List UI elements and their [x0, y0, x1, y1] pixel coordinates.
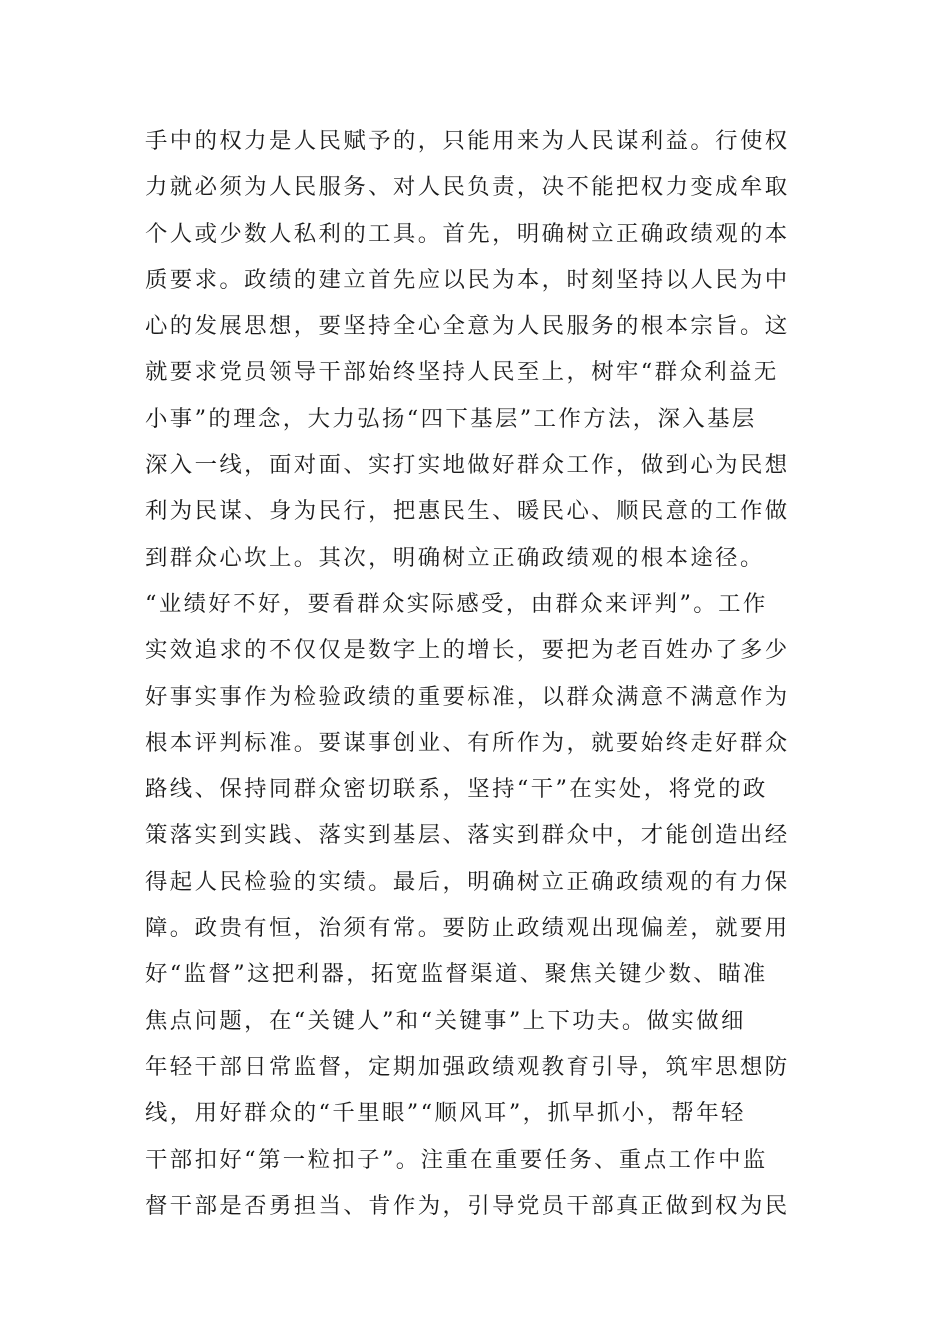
- text-line: 个人或少数人私利的工具。首先，明确树立正确政绩观的本: [145, 220, 790, 247]
- text-line: 就要求党员领导干部始终坚持人民至上，树牢“群众利益无: [145, 359, 779, 386]
- text-line: 好“监督”这把利器，拓宽监督渠道、聚焦关键少数、瞄准: [145, 961, 768, 988]
- text-line: 根本评判标准。要谋事创业、有所作为，就要始终走好群众: [145, 729, 790, 756]
- text-line: 手中的权力是人民赋予的，只能用来为人民谋利益。行使权: [145, 128, 790, 154]
- text-line: 得起人民检验的实绩。最后，明确树立正确政绩观的有力保: [145, 868, 790, 895]
- text-line: 线，用好群众的“千里眼”“顺风耳”，抓早抓小，帮年轻: [145, 1100, 746, 1127]
- text-line: 督干部是否勇担当、肯作为，引导党员干部真正做到权为民: [145, 1192, 790, 1219]
- text-line: “业绩好不好，要看群众实际感受，由群众来评判”。工作: [145, 590, 768, 617]
- text-line: 路线、保持同群众密切联系，坚持“干”在实处，将党的政: [145, 776, 768, 803]
- text-line: 好事实事作为检验政绩的重要标准，以群众满意不满意作为: [145, 683, 790, 710]
- text-line: 策落实到实践、落实到基层、落实到群众中，才能创造出经: [145, 822, 790, 849]
- text-line: 力就必须为人民服务、对人民负责，决不能把权力变成牟取: [145, 174, 790, 201]
- text-line: 利为民谋、身为民行，把惠民生、暖民心、顺民意的工作做: [145, 498, 790, 525]
- text-line: 到群众心坎上。其次，明确树立正确政绩观的根本途径。: [145, 544, 765, 571]
- body-paragraph: [145, 118, 815, 1229]
- text-line: 小事”的理念，大力弘扬“四下基层”工作方法，深入基层: [145, 405, 757, 432]
- text-line: 实效追求的不仅仅是数字上的增长，要把为老百姓办了多少: [145, 637, 790, 664]
- text-line: 心的发展思想，要坚持全心全意为人民服务的根本宗旨。这: [145, 313, 790, 340]
- text-line: 质要求。政绩的建立首先应以民为本，时刻坚持以人民为中: [145, 266, 790, 293]
- text-line: 年轻干部日常监督，定期加强政绩观教育引导，筑牢思想防: [145, 1053, 790, 1080]
- text-line: 干部扣好“第一粒扣子”。注重在重要任务、重点工作中监: [145, 1146, 768, 1173]
- text-line: 障。政贵有恒，治须有常。要防止政绩观出现偏差，就要用: [145, 915, 790, 942]
- text-line: 焦点问题，在“关键人”和“关键事”上下功夫。做实做细: [145, 1007, 746, 1034]
- text-line: 深入一线，面对面、实打实地做好群众工作，做到心为民想: [145, 452, 790, 479]
